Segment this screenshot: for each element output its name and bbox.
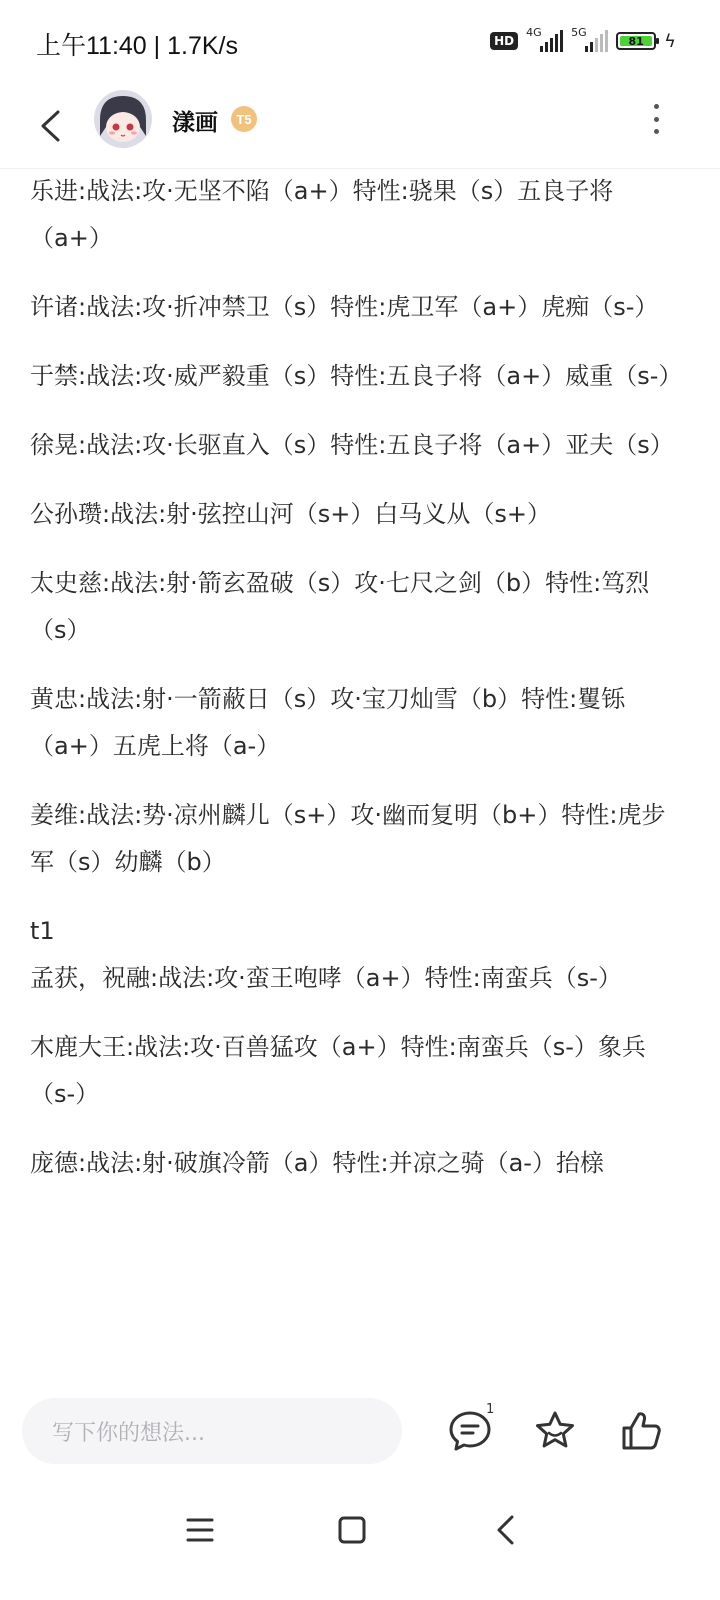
home-square-icon[interactable]: [332, 1510, 372, 1550]
signal-4g-icon: [526, 26, 563, 52]
post-text-line: 庞德:战法:射·破旗冷箭（a）特性:并凉之骑（a-）抬榇: [30, 1149, 604, 1177]
comment-input[interactable]: 写下你的想法...: [22, 1398, 402, 1464]
hd-icon: HD: [490, 32, 518, 50]
post-paragraph: [30, 676, 680, 770]
post-text-line: 黄忠:战法:射·一箭蔽日（s）攻·宝刀灿雪（b）特性:矍铄（a+）五虎上将（a-）: [30, 685, 626, 760]
signal-5g-icon: [571, 26, 608, 52]
like-thumb-icon[interactable]: [618, 1408, 664, 1454]
post-text-line: 乐进:战法:攻·无坚不陷（a+）特性:骁果（s）五良子将（a+）: [30, 177, 614, 252]
post-paragraph: [30, 792, 680, 886]
post-text-line: 于禁:战法:攻·威严毅重（s）特性:五良子将（a+）威重（s-）: [30, 362, 683, 390]
comment-count: 1: [486, 1402, 495, 1417]
post-text-line: 木鹿大王:战法:攻·百兽猛攻（a+）特性:南蛮兵（s-）象兵（s-）: [30, 1033, 646, 1108]
net-5g-label: 5G: [571, 26, 587, 39]
status-time: 上午11:40 | 1.7K/s: [36, 32, 238, 60]
battery-icon: [616, 32, 656, 50]
avatar[interactable]: [94, 90, 152, 148]
status-icons: [490, 26, 676, 52]
post-paragraph: [30, 353, 683, 400]
post-text-line: 孟获，祝融:战法:攻·蛮王咆哮（a+）特性:南蛮兵（s-）: [30, 964, 622, 992]
post-paragraph: [30, 908, 680, 1002]
post-text-line: 许诸:战法:攻·折冲禁卫（s）特性:虎卫军（a+）虎痴（s-）: [30, 293, 659, 321]
post-paragraph: [30, 491, 680, 538]
content-fade: [0, 1345, 720, 1379]
post-text-line: 公孙瓒:战法:射·弦控山河（s+）白马义从（s+）: [30, 500, 552, 528]
level-badge: T5: [231, 106, 257, 132]
post-paragraph: [30, 1140, 680, 1187]
favorite-star-icon[interactable]: [532, 1408, 578, 1454]
post-paragraph: [30, 284, 680, 331]
post-content: [0, 168, 720, 1378]
username[interactable]: 漾画: [172, 110, 218, 136]
post-header: [0, 86, 720, 169]
post-paragraph: [30, 1024, 680, 1118]
back-triangle-icon[interactable]: [486, 1510, 526, 1550]
net-4g-label: 4G: [526, 26, 542, 39]
post-text-line: 太史慈:战法:射·箭玄盈破（s）攻·七尺之剑（b）特性:笃烈（s）: [30, 569, 650, 644]
battery-level: 81: [620, 36, 652, 46]
more-vertical-icon[interactable]: [650, 104, 662, 134]
post-body: [30, 168, 683, 1209]
back-arrow-icon[interactable]: [30, 104, 70, 148]
action-bar: [0, 1378, 720, 1484]
menu-icon[interactable]: [180, 1510, 220, 1550]
post-paragraph: [30, 422, 680, 469]
post-text-line: t1: [30, 917, 55, 945]
post-paragraph: [30, 560, 680, 654]
post-text-line: 姜维:战法:势·凉州麟儿（s+）攻·幽而复明（b+）特性:虎步军（s）幼麟（b）: [30, 801, 666, 876]
status-bar: [0, 0, 720, 86]
system-nav-bar: [0, 1484, 720, 1600]
post-paragraph: [30, 168, 680, 262]
post-text-line: 徐晃:战法:攻·长驱直入（s）特性:五良子将（a+）亚夫（s）: [30, 431, 674, 459]
charging-icon: ϟ: [664, 30, 676, 52]
